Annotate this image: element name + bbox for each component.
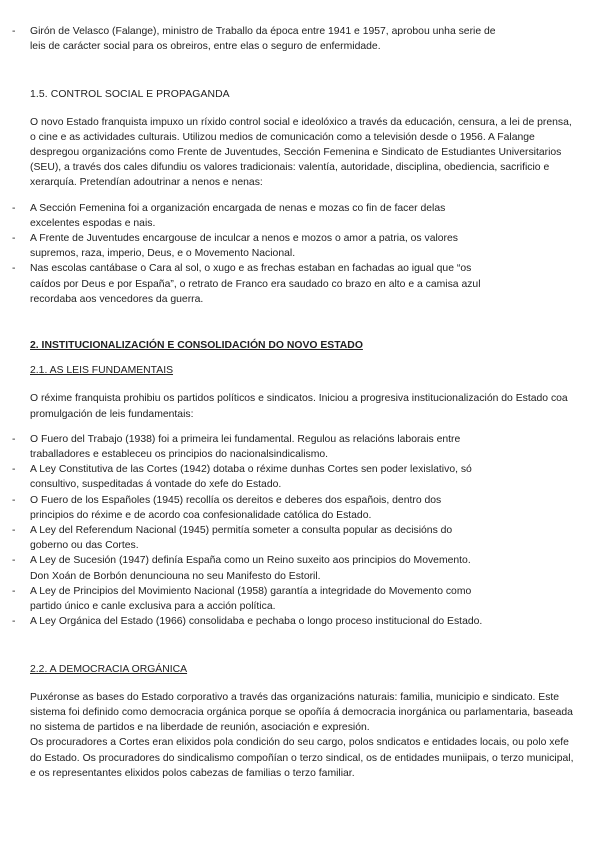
- list-item: [12, 462, 488, 492]
- list-item-text: A Ley del Referendum Nacional (1945) permitía someter a consulta popular as decisións do goberno ou das Cortes.: [30, 525, 453, 552]
- list-item-text: A Frente de Juventudes encargouse de inculcar a nenos e mozos o amor a patria, os valores supremos, raza, imperio, Deus, e o Movemento Nacional.: [30, 233, 458, 260]
- list-item-text: Girón de Velasco (Falange), ministro de Traballo da época entre 1941 e 1957, aprobou unha serie de leis de carácter social para os obreiros, entre elas o seguro de enfermidade.: [30, 26, 496, 53]
- section-heading-2-1: 2.1. AS LEIS FUNDAMENTAIS: [30, 365, 174, 377]
- dash-bullet-icon: -: [12, 525, 16, 537]
- section-2-1-paragraph: O réxime franquista prohibiu os partidos políticos e sindicatos. Iniciou a progresiva institucionalización do Estado coa promulgación de leis fundamentais:: [30, 393, 568, 420]
- dash-bullet-icon: -: [12, 494, 16, 506]
- section-heading-2: 2. INSTITUCIONALIZACIÓN E CONSOLIDACIÓN DO NOVO ESTADO: [30, 340, 363, 352]
- section-1-5-paragraph: O novo Estado franquista impuxo un ríxido control social e ideolóxico a través da educación, censura, a lei de prensa, o cine e as actividades culturais. Utilizou medios de comunicación como a televisión desde o 1956. A Falange despregou organizacións como Frente de Juventudes, Sección Femenina e Sindicato de Estudiantes Universitarios (SEU), a través dos cales difundiu os valores tradicionais: valentía, autoridade, disciplina, obediencia, sacrificio e xerarquía. Pretendían adoutrinar a nenos e nenas:: [30, 116, 572, 189]
- list-item-text: O Fuero de los Españoles (1945) recollía os dereitos e deberes dos españois, dentro dos principios do réxime e de acordo coa confesionalidade católica do Estado.: [30, 494, 442, 521]
- dash-bullet-icon: -: [12, 585, 16, 597]
- list-item: [12, 553, 488, 583]
- list-item: [12, 201, 488, 231]
- list-item-text: A Ley Orgánica del Estado (1966) consolidaba e pechaba o longo proceso institucional do Estado.: [30, 616, 483, 628]
- dash-bullet-icon: -: [12, 26, 16, 37]
- dash-bullet-icon: -: [12, 464, 16, 476]
- section-2-1-bullet-list: [12, 432, 578, 630]
- list-item: [12, 231, 488, 261]
- dash-bullet-icon: -: [12, 616, 16, 628]
- dash-bullet-icon: -: [12, 202, 16, 214]
- dash-bullet-icon: -: [12, 433, 16, 445]
- list-item-text: Nas escolas cantábase o Cara al sol, o xugo e as frechas estaban en fachadas ao igual que “os caídos por Deus e por España”, o retrato de Franco era saudado co brazo en alto e a camisa azul recordaba aos vencedores da guerra.: [30, 263, 481, 305]
- list-item: [12, 584, 488, 614]
- section-2-2-paragraph-2: Os procuradores a Cortes eran elixidos pola condición do seu cargo, polos sndicatos e entidades locais, ou polo xefe do Estado. Os procuradores do sindicalismo compoñían o terzo sindical, os de entidades muniipais, o terzo municipal, e os representantes elixidos polos cabezas de familias o terzo familiar.: [30, 737, 574, 779]
- list-item: [12, 523, 488, 553]
- list-item: [12, 24, 512, 54]
- list-item-text: A Ley de Sucesión (1947) definía España como un Reino suxeito aos principios do Movemento. Don Xoán de Borbón denunciouna no seu Manifesto do Estoril.: [30, 555, 471, 582]
- list-item: [12, 614, 488, 629]
- section-heading-2-2: 2.2. A DEMOCRACIA ORGÁNICA: [30, 663, 188, 675]
- list-item-text: A Sección Femenina foi a organización encargada de nenas e mozas co fin de facer delas excelentes espodas e nais.: [30, 202, 446, 229]
- document-page: [12, 24, 578, 781]
- section-heading-1-5: 1.5. CONTROL SOCIAL E PROPAGANDA: [30, 89, 230, 101]
- dash-bullet-icon: -: [12, 263, 16, 275]
- section-1-5-bullet-list: [12, 201, 578, 307]
- dash-bullet-icon: -: [12, 555, 16, 567]
- intro-bullet-list: [12, 24, 578, 54]
- dash-bullet-icon: -: [12, 233, 16, 245]
- section-2-2-paragraph-1: Puxéronse as bases do Estado corporativo a través das organizacións naturais: familia, municipio e sindicato. Este sistema foi definido como democracia orgánica porque se opoñía á democracia inorgánica ou parlamentaria, baseada no sistema de partidos e na liberdade de reunión, asociación e expresión.: [30, 691, 573, 734]
- list-item: [12, 493, 488, 523]
- list-item-text: A Ley Constitutiva de las Cortes (1942) dotaba o réxime dunhas Cortes sen poder lexislativo, só consultivo, suspeditadas á vontade do xefe do Estado.: [30, 464, 472, 491]
- list-item: [12, 261, 488, 307]
- list-item: [12, 432, 488, 462]
- list-item-text: O Fuero del Trabajo (1938) foi a primeira lei fundamental. Regulou as relacións laborais entre traballadores e estableceu os principios do nacionalsindicalismo.: [30, 433, 461, 461]
- list-item-text: A Ley de Principios del Movimiento Nacional (1958) garantía a integridade do Movemento como partido único e canle exclusiva para a acción política.: [30, 585, 472, 613]
